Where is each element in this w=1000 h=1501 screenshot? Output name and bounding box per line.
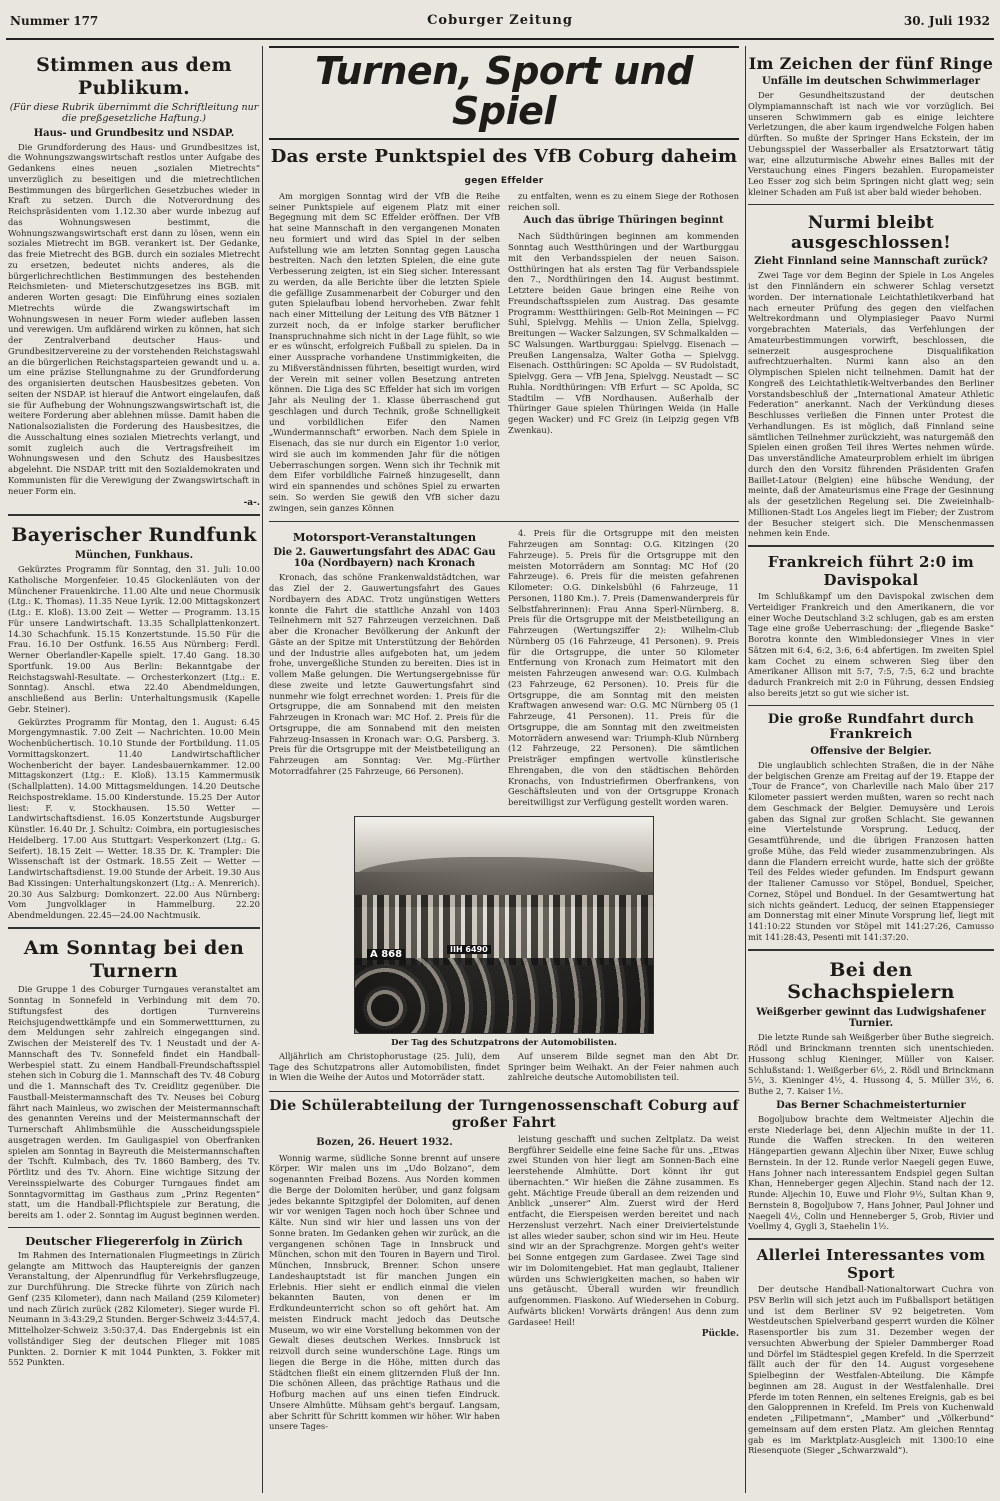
stimmen-title: Stimmen aus dem Publikum. <box>36 54 232 99</box>
motor-col-2 <box>508 528 739 810</box>
divider <box>748 705 994 706</box>
left-column <box>8 46 260 1493</box>
schueler-text-2: leistung geschafft und suchen Zeltplatz. Da weist Bergführer Seidelle eine feine Sache für uns. „Etwas zwei Stunden von hier liegt am Sonnen-Bach eine leerstehende Almhütte. Dort könnt ihr gut übernachten.“ Wir hießen die Zähne zusammen. Es geht. Mächtige Freude überall an dem reizenden und Anblick „unserer“ Alm. Zuerst wird der Herd entfacht, die Eierspeisen werden bereitet und nach Herzenslust verzehrt. Nach einer Dreiviertelstunde ist alles wieder sauber, schon sind wir im Heu. Heute sind wir an der Sprachgrenze. Morgen geht's weiter bei Sonne entgegen zum Gardasee. Zwei Tage sind wir im Dolomitengebiet. Hat man geglaubt, Italiener würden uns Schwierigkeiten machen, so haben wir uns getäuscht. Überall wurden wir freundlich aufgenommen. Fiaskono. Auf Wiedersehen in Coburg. Aufwärts blicken! Vorwärts drängen! Aus denn zum Gardasee! Heil! <box>508 1133 739 1327</box>
stimmen-kicker: (Für diese Rubrik übernimmt die Schriftleitung nur die preßgesetzliche Haftung.) <box>9 101 259 124</box>
davis-text: Im Schlußkampf um den Davispokal zwischen dem Verteidiger Frankreich und den Amerikanern, die vor einer Woche Deutschland 3:2 schlugen, gab es am ersten Tage eine große Ueberraschung: der „fliegende Baske“ Borotra konnte den Wimbledonsieger Vines in vier Sätzen mit 6:4, 6:2, 3:6, 6:4 abfertigen. Im zweiten Spiel kam Cochet zu einem schweren Sieg über den Amerikaner Allison mit 5:7, 7:5, 7:5, 6:2 und brachte dadurch Frankreich mit 2:0 in Führung, dessen Endsieg also bereits jetzt so gut wie sicher ist. <box>748 591 994 698</box>
motor-col-1 <box>269 528 500 810</box>
schach-title: Bei den Schachspielern <box>787 958 955 1004</box>
vfb-body <box>269 191 739 516</box>
vfb-aside: gegen Effelder <box>464 176 544 187</box>
license-plate: IIH 6490 <box>447 945 491 954</box>
schueler-signature: Pückle. <box>701 1329 739 1340</box>
thueringen-subtitle: Auch das übrige Thüringen beginnt <box>523 215 724 227</box>
ringe-subtitle: Unfälle im deutschen Schwimmerlager <box>761 76 981 88</box>
vfb-text-2: zu entfalten, wenn es zu einem Siege der Rothosen reichen soll. <box>508 190 739 212</box>
schueler-place: Bozen, 26. Heuert 1932. <box>316 1136 453 1148</box>
turner-text: Die Gruppe 1 des Coburger Turngaues veranstaltet am Sonntag in Sonnefeld in Verbindung mit dem 70. Stiftungsfest des dortigen Turnvereins Reichsjugendwettkämpfe und ein Sommerwettturnen, zu dem Meldungen sehr zahlreich eingegangen sind. Zwischen der Meisterelf des Tv. 1 Neustadt und der A-Mannschaft des Tv. Sonnefeld findet ein Handball-Werbespiel statt. Zu einem Handball-Freundschaftsspiel stehen sich in Coburg die 1. Mannschaft des Tv. 48 Coburg und die 1. Mannschaft des Tv. Creidlitz gegenüber. Die Faustball-Meistermannschaft des Tv. Neuses bei Coburg fährt nach Mainleus, wo zwischen der Meistermannschaft des genannten Vereins und der Meistermannschaft der Turnerschaft Ahlimbsmühle die Ausscheidungsspiele ausgetragen werden. Im Gauligaspiel von Oberfranken spielen am Sonntag in Bayreuth die Meistermannschaften der Tschft. Kulmbach, des Tv. 1860 Bamberg, des Tv. Pörtlitz und des Tv. Ahorn. Eine wichtige Sitzung der Vereinsspielwarte des Coburger Turngaues findet am Sonntagvormittag im Gasthaus zum „Prinz Regenten“ statt, um die Handball-Pflichtspiele zur Beratung, die bereits am 1. oder 2. Sonntag im August beginnen werden. <box>8 984 260 1221</box>
rundfahrt-title: Die große Rundfahrt durch Frankreich <box>767 711 975 743</box>
schueler-col-2 <box>508 1134 739 1434</box>
motor-title: Motorsport-Veranstaltungen <box>292 530 477 545</box>
photo-caption: Der Tag des Schutzpatrons der Automobilisten. <box>391 1037 617 1048</box>
motor-subtitle: Die 2. Gauwertungsfahrt des ADAC Gau 10a (Nordbayern) nach Kronach <box>273 547 496 570</box>
vfb-text-1: Am morgigen Sonntag wird der VfB die Reihe seiner Punktspiele auf eigenem Platz mit einer Begegnung mit dem SC Effelder eröffnen. Der VfB hat seine Mannschaft in den vergangenen Monaten neu formiert und wird das Spiel in der selben Aufstellung wie am letzten Sonntag gegen Lauscha bestreiten. Nach den letzten Spielen, die eine gute Verbesserung zeigten, ist ein Sieg sicher. Interessant zu werden, da alle Berichte über die letzten Spiele die gefällige Zusammenarbeit der Coburger und den guten Spielaufbau lobend hervorheben. Zwar fehlt nach einer Mitteilung der Leitung des VfB Bätzner 1 zurzeit noch, da er infolge starker beruflicher Inanspruchnahme sich nicht in der Lage fühlt, so wie er es wünscht, erfolgreich Fußball zu spielen. Da in einer Aussprache vorhandene Unstimmigkeiten, die zu Mißverständnissen führten, beseitigt wurden, wird der Verein mit seiner vollen Besetzung antreten können. Die Liga des SC Effelder hat sich im vorigen Jahr als Neuling der 1. Klasse überraschend gut geschlagen und durch Technik, große Schnelligkeit und vorbildlichen Eifer den Namen „Wundermannschaft“ erworben. Nach dem Spiele in Eisenach, das sie nur durch ein Eigentor 1:0 verlor, wird sie auch im kommenden Jahr für die nötigen Ueberraschungen sorgen. Wenn sich ihr Technik mit dem Eifer vorbildliche Fairneß hinzugesellt, dann wird ein spannendes und schönes Spiel zu erwarten sein. So werden Sie gewiß den VfB sicher dazu zwingen, sein ganzes Können <box>269 190 500 513</box>
thueringen-text: Nach Südthüringen beginnen am kommenden Sonntag auch Westthüringen und der Wartburggau mit den Verbandsspielen der neuen Saison. Ostthüringen hat als ersten Tag für Verbandsspiele den 7., Nordthüringen den 14. August bestimmt. Letztere beiden Gaue bringen eine Reihe von Freundschaftsspielen zum Austrag. Das gesamte Programm: Westthüringen: Gelb-Rot Meiningen — FC Suhl, Spielvgg. Mehlis — Union Zella, Spielvgg. Breitungen — Wacker Salzungen, SV Schmalkalden — SC Walsungen. Wartburggau: Spielvgg. Eisenach — Preußen Langensalza, Walter Gotha — Spielvgg. Eisenach. Ostthüringen: SC Apolda — SV Rudolstadt, Spielvgg. Gera — VfB Jena, Spielvgg. Neustadt — SC Ruhla. Nordthüringen: VfB Erfurt — SC Apolda, SC Stadtilm — VfB Nordhausen. Außerhalb der Thüringer Gaue spielen Thüringen Weida (in Halle gegen Wacker) und FC Greiz (in Leipzig gegen VfB Zwenkau). <box>508 231 739 435</box>
photo-text-2: Auf unserem Bilde segnet man den Abt Dr. Springer beim Weihakt. An der Feier nahmen auch zahlreiche deutsche Automobilisten teil. <box>508 1050 739 1083</box>
rundfunk-subtitle: München, Funkhaus. <box>74 550 194 562</box>
license-plate: A 868 <box>367 949 405 960</box>
divider <box>748 1238 994 1240</box>
stimmen-signature: -a-. <box>243 498 260 509</box>
issue-number: Nummer 177 <box>10 14 99 28</box>
divider <box>748 204 994 205</box>
flieger-text: Im Rahmen des Internationalen Flugmeetings in Zürich gelangte am Mittwoch das Hauptereignis der ganzen Veranstaltung, der Alpenrundflug für Verkehrsflugzeuge, zur Durchführung. Die Strecke führte von Zürich nach Genf (235 Kilometer), dann nach Mailand (259 Kilometer) und nach Zürich zurück (282 Kilometer). Sieger wurde Fl. Neumann in 3:43:29,2 Stunden. Berger-Schweiz 3:44:57,4. Mittelholzer-Schweiz 3:50:37,4. Das Endergebnis ist ein vollständiger Sieg der deutschen Flieger mit 1085 Punkten. 2. Dornier K mit 1044 Punkten, 3. Fokker mit 552 Punkten. <box>8 1249 260 1368</box>
rundfunk-monday: Gekürztes Programm für Montag, den 1. August: 6.45 Morgengymnastik. 7.00 Zeit — Nachrichten. 10.00 Mein Wochenbüchertisch. 10.10 Stunde der Fortbildung. 11.05 Vormittagskonzert. 11.40 Landwirtschaftlicher Wochenbericht der bayer. Landesbauernkammer. 12.00 Mittagskonzert (Ltg.: E. Kloß). 13.15 Kammermusik (Schallplatten). 14.00 Mittagsmeldungen. 14.20 Deutsche Reichspostreklame. 15.00 Kinderstunde. 15.25 Der Autor liest: F. v. Stockhausen. 15.50 Wetter — Landwirtschaftsdienst. 16.05 Konzertstunde Augsburger Künstler. 16.40 Dr. J. Schultz: Coimbra, ein portugiesisches Heidelberg. 17.00 Aus Stuttgart: Vesperkonzert (Ltg.: G. Seifert). 18.15 Zeit — Wetter. 18.35 Dr. K. Trampler: Die Wissenschaft ist der Ostmark. 18.55 Zeit — Wetter — Landwirtschaftsdienst. 19.00 Stunde der Arbeit. 19.30 Aus Bad Kissingen: Unterhaltungskonzert (Ltg.: A. Menrerich). 20.30 Aus Salzburg: Domkonzert. 22.00 Aus Nürnberg: Vom Jungvolklager in Hammelburg. 22.20 Abendmeldungen. 22.45—24.00 Nachtmusik. <box>8 716 260 921</box>
issue-date: 30. Juli 1932 <box>903 14 990 28</box>
divider <box>269 1091 739 1092</box>
ringe-title: Im Zeichen der fünf Ringe <box>748 54 994 73</box>
allerlei-title: Allerlei Interessantes vom Sport <box>756 1246 986 1282</box>
stimmen-subtitle: Haus- und Grundbesitz und NSDAP. <box>33 127 235 139</box>
middle-column <box>262 46 746 1493</box>
stimmen-text: Die Grundforderung des Haus- und Grundbesitzes ist, die Wohnungszwangswirtschaft restlos unter Aufgabe des Gedankens eines neuen „sozialen Mietrechts“ unverzüglich zu beseitigen und die mietrechtlichen Bestimmungen des bürgerlichen Gesetzbuches wieder in Kraft zu setzen. Durch die Notverordnung des Reichspräsidenten vom 1.12.30 aber wurde inbezug auf das Wohnungswesen bestimmt, die Wohnungszwangswirtschaft erst dann zu lösen, wenn ein soziales Mietrecht im BGB. verankert ist. Der Gedanke, das freie Mietrecht des BGB. durch ein soziales Mietrecht zu ersetzen, bedeutet nichts anderes, als die bürgerlichrechtlichen Bestimmungen des bestehenden Reichsmieten- und Mieterschutzgesetzes ins BGB. mit anderen Worten gesagt: Die Einführung eines sozialen Mietrechts würde die Zwangswirtschaft im Wohnungswesen in neuer Form wieder aufleben lassen und verewigen. Um aufklärend wirken zu können, hat sich der Zentralverband deutscher Haus- und Grundbesitzervereine zu der vorstehenden Reichstagswahl an die bürgerlichen Reichstagsparteien gewandt und u. a. um eine präzise Stellungnahme zu der Grundforderung des organisierten deutschen Hausbesitzes gebeten. Von seiten der NSDAP. ist hierauf die Antwort eingelaufen, daß sie für Aufhebung der Wohnungszwangswirtschaft ist, die weitere Forderung aber ablehnen müsse. Damit haben die Nationalsozialisten die Forderung des Hausbesitzes, die die Ausschaltung eines sozialen Mietrechts verlangt, und somit zugleich auch die Vertragsfreiheit im Wohnungswesen und den Schutz des Hausbesitzes abgelehnt. Die NSDAP. tritt mit den Sozialdemokraten und Kommunisten für die Verewigung der Zwangswirtschaft in neuer Form ein. <box>8 141 260 496</box>
schueler-title: Die Schülerabteilung der Turngenossenschaft Coburg auf großer Fahrt <box>269 1098 739 1132</box>
nurmi-title: Nurmi bleibt ausgeschlossen! <box>790 212 951 254</box>
photo-text <box>269 1051 739 1085</box>
divider <box>8 927 260 929</box>
schueler-col-1 <box>269 1134 500 1434</box>
turner-title: Am Sonntag bei den Turnern <box>23 936 245 982</box>
schach-text-1: Die letzte Runde sah Weißgerber über Buthe siegreich. Rödl und Brinckmann trennten sich unentschieden. Hussong schlug Kieninger, Müller von Kaiser. Schlußstand: 1. Weißgerber 6½, 2. Rödl und Brinckmann 5½, 3. Kieninger 4½, 4. Hussong 4, 5. Müller 3½, 6. Buthe 2, 7. Kaiser 1½. <box>748 1032 994 1096</box>
divider <box>748 545 994 547</box>
paper-name: Coburger Zeitung <box>427 13 573 28</box>
rundfahrt-subtitle: Offensive der Belgier. <box>810 745 932 757</box>
vfb-col-1 <box>269 191 500 516</box>
divider <box>8 1227 260 1228</box>
rundfunk-sunday: Gekürztes Programm für Sonntag, den 31. Juli: 10.00 Katholische Morgenfeier. 10.45 Glockenläuten von der Münchener Frauenkirche. 11.00 Alte und neue Chormusik (Ltg.: K. Thomas). 11.35 Neue Lyrik. 12.00 Mittagskonzert (Ltg.: E. Kloß). 13.00 Zeit — Wetter — Programm. 13.15 Für unsere Landwirtschaft. 13.35 Schallplattenkonzert. 14.30 Schachfunk. 15.15 Konzertstunde. 15.50 Für die Frau. 16.10 Der Ostfunk. 16.55 Aus Nürnberg: Ferdl. Werner Oberlandler-Kapelle spielt. 17.40 Gang. 18.30 Sportfunk. 19.00 Aus Berlin: Bekanntgabe der Reichstagswahl-Resultate. — Orchesterkonzert (Ltg.: E. Sonntag). Anschl. etwa 22.40 Abendmeldungen, anschließend aus Berlin: Unterhaltungsmusik (Kapelle Gebr. Steiner). <box>8 564 260 714</box>
turner-body <box>8 984 260 1221</box>
rundfunk-body <box>8 564 260 921</box>
vfb-title <box>269 146 739 189</box>
masthead <box>6 10 994 36</box>
motor-section <box>269 528 739 810</box>
davis-title: Frankreich führt 2:0 im Davispokal <box>767 553 975 590</box>
divider <box>748 949 994 951</box>
automobile-blessing-photo <box>354 816 654 1034</box>
vfb-title-text: Das erste Punktspiel des VfB Coburg daheim <box>270 145 738 167</box>
photo-motorcycles <box>355 958 653 1033</box>
schueler-text-1: Wonnig warme, südliche Sonne brennt auf unsere Körper. Wir malen uns im „Udo Bolzano“, dem sogenannten Freibad Bozens. Aus Norden kommen die Berge der Dolomiten herüber, und ganz folgsam jedes bekannte Spitzgipfel der Dolomiten, auf denen wir vor wenigen Tagen noch hoch über Schnee und Kälte. Nun sind wir hier und lassen uns von der Sonne braten. Im Gedanken gehen wir zurück, an die vergangenen schönen Tage in Innsbruck und München, schon mit den Touren in Bayern und Tirol. München, Innsbruck, Brenner. Schon unsere Landeshauptstadt ist für manchen Jungen ein Erlebnis. Hier sieht er endlich einmal die vielen bekannten Bauten, von denen er im Erdkundeunterricht schon so oft gehört hat. Am meisten Eindruck macht jedoch das Deutsche Museum, wo wir eine Vorstellung bekommen von der Gewalt dieses deutschen Werkes. Innsbruck ist reizvoll durch seine wunderschöne Lage. Rings um liegen die Berge in die Höhe, mitten durch das Städtchen fließt ein einem glitzernden Fluß der Inn. Die schönen Alleen, das prächtige Rathaus und die Hofburg machen auf uns einen tiefen Eindruck. Unsere Almhütte. Mühsam geht's bergauf. Langsam, aber Schritt für Schritt kommen wir höher. Wir haben unsere Tages- <box>269 1152 500 1432</box>
schach-subtitle-2: Das Berner Schachmeisterturnier <box>776 1099 966 1111</box>
rundfahrt-text: Die unglaublich schlechten Straßen, die in der Nähe der belgischen Grenze am Freitag auf der 19. Etappe der „Tour de France“, von Charleville nach Malo über 217 Kilometer passiert werden mußten, waren so recht nach dem Geschmack der Belgier. Demuysère und Lerois gaben das Signal zur großen Schlacht. Sie gewannen eine Viertelstunde Vorsprung. Leducq, der Gesamtführende, und die übrigen Franzosen hatten große Mühe, das Feld wieder zusammenzubringen. Als dann die Flandern erreicht wurde, hatte sich der größte Teil des Feldes wieder gefunden. Im Endspurt gewann der Italiener Camusso vor Stöpel, Bonduel, Speicher, Cornez, Stöpel und Bonduel. In der Gesamtwertung hat sich nichts geändert. Leducq, der seinen Etappensieger am Donnerstag mit einer Minute Vorsprung lief, liegt mit 141:10:22 Stunden vor Stöpel mit 141:27:26, Camusso mit 141:28:43, Pesenti mit 141:37:20. <box>748 759 994 942</box>
nurmi-text: Zwei Tage vor dem Beginn der Spiele in Los Angeles ist den Finnländern ein schwerer Schlag versetzt worden. Der internationale Leichtathletikverband hat nach erneuter Prüfung des gegen den vielfachen Weltrekordmann und Olympiasieger Paavo Nurmi vorgebrachten Materials, das Verfehlungen der Amateurbestimmungen vorwirft, beschlossen, die seinerzeit ausgesprochene Disqualifikation aufrechtzuerhalten. Nurmi kann also an den Olympischen Spielen nicht teilnehmen. Damit hat der Kongreß des Leichtathletik-Weltverbandes den Berliner Vorstandsbeschluß der „International Amateur Athletic Federation“ anerkannt. Nach der Verkündung dieses Beschlusses verließen die Finnen unter Protest die Verhandlungen. Es ist möglich, daß Finnland seine sämtlichen Teilnehmer zurückzieht, was naturgemäß den Spielen einen großen Teil ihres Wertes nehmen würde. Das unverständliche Amateurproblem erhielt im übrigen durch den den Vorsitz führenden Präsidenten Grafen Baillet-Latour (Belgien) eine hübsche Wendung, der meinte, daß der Amateurismus eine Frage der Gesinnung als der gesetzlichen Regelung sei. Die Zweieinhalb-Millionen-Stadt Los Angeles liegt im Fieber; der Zustrom der Besucher steigert sich. Die Menschenmassen nehmen kein Ende. <box>748 270 994 539</box>
schueler-body <box>269 1134 739 1434</box>
schach-text-2: Bogoljubow brachte dem Weltmeister Aljechin die erste Niederlage bei, denn Aljechin mußte in der 11. Runde die Waffen strecken. In den weiteren Hängepartien gewann Aljechin über Nixer, Euwe schlug Bernstein. In der 12. Runde verlor Naegeli gegen Euwe, Hans Johner nach interessantem Endspiel gegen Sultan Khan, Henneberger gegen Aljechin. Stand nach der 12. Runde: Aljechin 10, Euwe und Flohr 9½, Sultan Khan 9, Bernstein 8, Bogoljubow 7, Hans Johner, Paul Johner und Naegeli 4½, Colin und Henneberger 5, Grob, Rivier und Voellmy 4, Gygli 3, Staehelin 1½. <box>748 1113 994 1232</box>
motor-text-1: Kronach, das schöne Frankenwaldstädtchen, war das Ziel der 2. Gauwertungsfahrt des Gaues Nordbayern des ADAC. Trotz ungünstigen Wetters konnte die Fahrt die stattliche Anzahl von 1403 Teilnehmern mit 527 Fahrzeugen verzeichnen. Daß aber die Kronacher Bevölkerung der Ankunft der Gäste an der Spitze mit Unterstützung der Behörden und der Industrie alles aufgeboten hat, um jedem frohe, unvergeßliche Stunden zu bereiten. Dies ist in vollem Maße gelungen. Die Wertungsergebnisse für diese zweite und letzte Gauwertungsfahrt sind nunmehr wie folgt errechnet worden: 1. Preis für die Ortsgruppe, die am Sonnabend mit den meisten Fahrzeugen in Kronach war: MC Hof. 2. Preis für die Ortsgruppe, die am Sonnabend mit den meisten Fahrzeug-Insassen in Kronach war: O.G. Parsberg. 3. Preis für die Ortsgruppe mit der Meistbeteiligung an Fahrzeugen am Sonntag: Ver. Mg.-Fürther Motorradfahrer (25 Fahrzeuge, 66 Personen). <box>269 572 500 776</box>
right-column <box>748 46 994 1493</box>
rundfunk-title: Bayerischer Rundfunk <box>11 524 257 547</box>
vfb-col-2 <box>508 191 739 516</box>
motor-text-2: 4. Preis für die Ortsgruppe mit den meisten Fahrzeugen am Sonntag: O.G. Kitzingen (20 Fahrzeuge). 5. Preis für die Ortsgruppe mit den meisten Motorrädern am Sonntag: MC Hof (20 Fahrzeuge). 6. Preis für die meisten gefahrenen Kilometer: O.G. Dinkelsbühl (6 Fahrzeuge, 11 Personen, 1180 Km.). 7. Preis (Damenwanderpreis für Selbstfahrerinnen): Frau Anna Sperl-Nürnberg. 8. Preis für die Ortsgruppe mit der Meistbeteiligung an Fahrzeugen (Wertungsziffer 2): Wilhelm-Club Nürnberg 05 (16 Fahrzeuge, 41 Personen). 9. Preis für die Ortsgruppe, die unter 50 Kilometer Entfernung von Kronach zum Heimatort mit den meisten Fahrzeugen anwesend war: O.G. Kulmbach (23 Fahrzeuge, 62 Personen). 10. Preis für die Ortsgruppe, die am Sonntag mit den meisten Kraftwagen anwesend war: O.G. MC Nürnberg 05 (1 Fahrzeuge, 41 Personen). 11. Preis für die Ortsgruppe, die am Sonntag mit den zweitmeisten Motorrädern anwesend war: Triumph-Klub Nürnberg (12 Fahrzeuge, 22 Personen). Die sämtlichen Preisträger empfingen wertvolle künstlerische Ehrengaben, die von den städtischen Behörden Kronachs, von Industriefirmen Oberfrankens, von Geschäftsleuten und von der Ortsgruppe Kronach bereitwilligst zur Verfügung gestellt worden waren. <box>508 528 739 808</box>
schach-subtitle-1: Weißgerber gewinnt das Ludwigshafener Turnier. <box>756 1007 986 1030</box>
sport-banner: Turnen, Sport und Spiel <box>269 46 739 140</box>
divider <box>269 521 739 522</box>
allerlei-text: Der deutsche Handball-Nationaltorwart Cuchra von PSV Berlin will sich jetzt auch im Fußballsport betätigen und ist dem Berliner SV 92 beigetreten. Vom Westdeutschen Spielverband gesperrt wurden die Kölner Rasensportler bis zum 31. Dezember wegen der versuchten Abwerbung der Spieler Dammberger Road und Dörfel im Städtespiel gegen Krefeld. In die Sperrzeit fällt auch der für den 14. August vorgesehene Spielbeginn der Westfalen-Abteilung. Die Kämpfe beginnen am 28. August in der Westfalenhalle. Drei Pferde im toten Rennen, ein seltenes Ereignis, gab es bei den Galopprennen in Krefeld. Im Preis von Kuchenwald endeten „Filipetmann“, „Mamber“ und „Völkerbund“ gemeinsam auf dem ersten Platz. Am gleichen Renntag gab es im Marktplatz-Ausgleich mit 1300:10 eine Riesenquote (Sieger „Schwarzwald“). <box>748 1284 994 1456</box>
flieger-title: Deutscher Fliegererfolg in Zürich <box>25 1233 243 1248</box>
ringe-text: Der Gesundheitszustand der deutschen Olympiamannschaft ist nach wie vor vorzüglich. Bei unseren Schwimmern gab es einige leichtere Verletzungen, die aber kaum irgendwelche Folgen haben dürften. So mußte der Springer Hans Eckstein, der im Uebungsspiel der Wasserballer als Ersatztorwart tätig war, eine allzuturmische Abwehr eines Balles mit der Verstauchung eines Fingers bezahlen. Europameister Leo Esser zog sich beim Springen nicht glatt weg; sein kleiner Schaden am Fuß ist aber bald wieder behoben. <box>748 90 994 197</box>
stimmen-body <box>8 142 260 497</box>
photo-text-1: Alljährlich am Christophorustage (25. Juli), dem Tage des Schutzpatrons aller Automobilisten, findet in Wien die Weihe der Autos und Motorräder statt. <box>269 1050 500 1083</box>
masthead-rule <box>6 38 994 40</box>
nurmi-subtitle: Zieht Finnland seine Mannschaft zurück? <box>754 256 988 268</box>
divider <box>8 514 260 516</box>
flieger-body <box>8 1250 260 1368</box>
